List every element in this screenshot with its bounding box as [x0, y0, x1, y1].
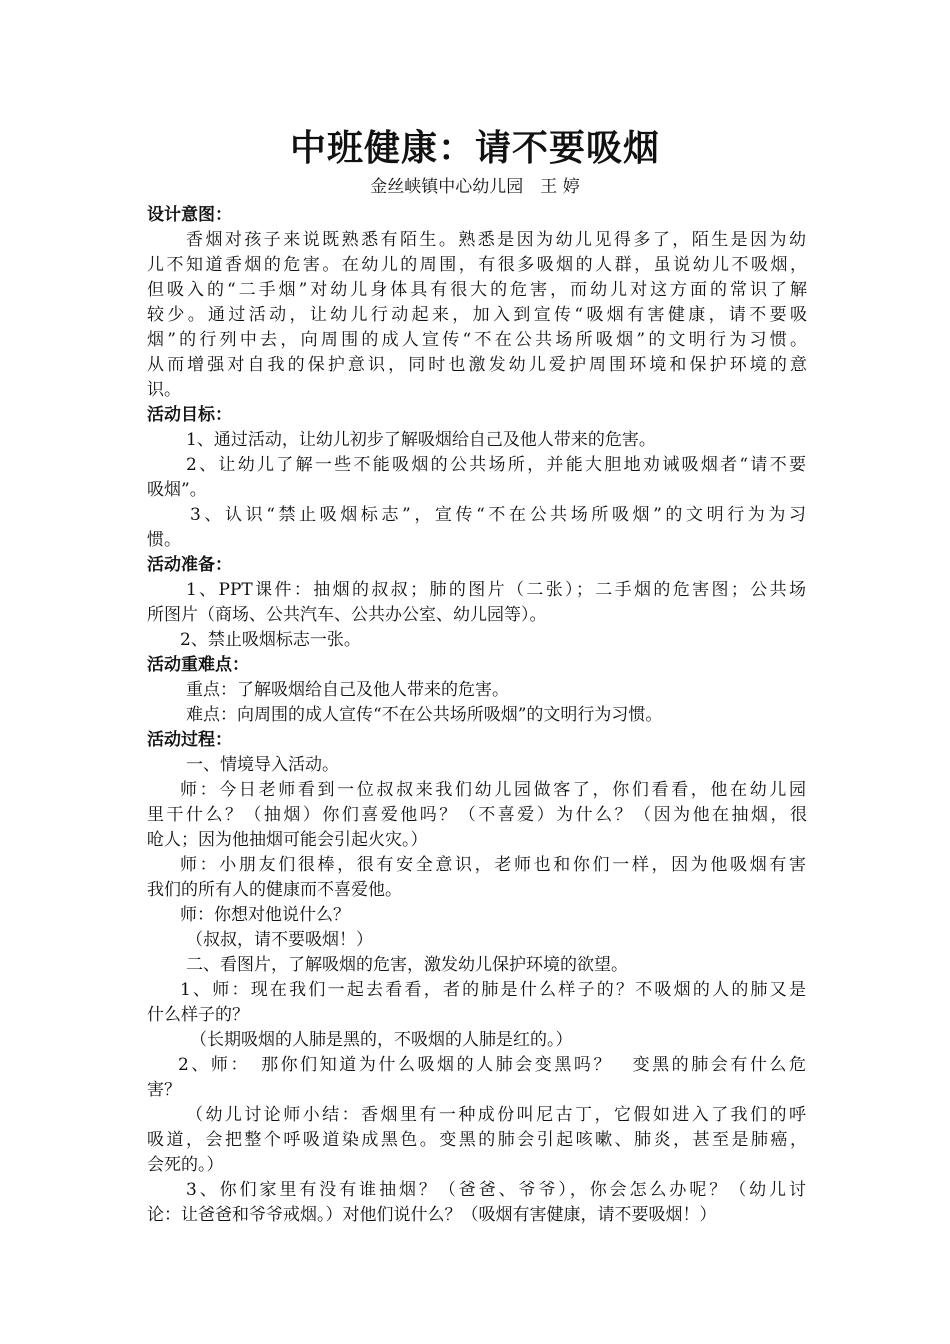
section-heading-preparation: 活动准备： [147, 555, 232, 575]
paragraph-line: 从而增强对自我的保护意识，同时也激发幼儿爱护周围环境和保护环境的意 [147, 355, 807, 375]
paragraph-line: 什么样子的？ [147, 1005, 249, 1025]
paragraph-line: 识。 [147, 380, 181, 400]
paragraph-line: 害？ [147, 1080, 181, 1100]
paragraph-line: （叔叔，请不要吸烟！） [186, 930, 373, 950]
section-heading-design-intent: 设计意图： [147, 205, 232, 225]
difficult-point: 难点：向周围的成人宣传“不在公共场所吸烟”的文明行为习惯。 [186, 705, 663, 725]
paragraph-line: 儿不知道香烟的危害。在幼儿的周围，有很多吸烟的人群，虽说幼儿不吸烟， [147, 255, 807, 275]
paragraph-line: 吸道，会把整个呼吸道染成黑色。变黑的肺会引起咳嗽、肺炎，甚至是肺癌， [147, 1130, 807, 1150]
paragraph-line: 师：小朋友们很棒，很有安全意识，老师也和你们一样，因为他吸烟有害 [180, 855, 806, 875]
paragraph-line: （长期吸烟的人肺是黑的，不吸烟的人肺是红的。） [190, 1030, 573, 1050]
paragraph-line: 但吸入的“二手烟”对幼儿身体具有很大的危害，而幼儿对这方面的常识了解 [147, 280, 807, 300]
paragraph-line: 呛人；因为他抽烟可能会引起火灾。） [147, 830, 428, 850]
paragraph-line: 烟”的行列中去，向周围的成人宣传“不在公共场所吸烟”的文明行为习惯。 [147, 330, 807, 350]
paragraph-line: 1、师：现在我们一起去看看，者的肺是什么样子的？不吸烟的人的肺又是 [180, 980, 806, 1000]
list-item: 2、让幼儿了解一些不能吸烟的公共场所，并能大胆地劝诫吸烟者“请不要 [186, 455, 806, 475]
list-item-continuation: 吸烟”。 [147, 480, 207, 500]
list-item: 1、通过活动，让幼儿初步了解吸烟给自己及他人带来的危害。 [186, 430, 656, 450]
paragraph-line: 我们的所有人的健康而不喜爱他。 [147, 880, 402, 900]
paragraph-line: 3、你们家里有没有谁抽烟？（爸爸、爷爷），你会怎么办呢？（幼儿讨 [186, 1180, 806, 1200]
paragraph-line: 论：让爸爸和爷爷戒烟。）对他们说什么？（吸烟有害健康，请不要吸烟！） [147, 1205, 717, 1225]
list-item: 2、禁止吸烟标志一张。 [180, 630, 361, 650]
paragraph-line: 香烟对孩子来说既熟悉有陌生。熟悉是因为幼儿见得多了，陌生是因为幼 [186, 230, 806, 250]
document-title: 中班健康：请不要吸烟 [289, 127, 660, 169]
list-item: 1、PPT课件：抽烟的叔叔；肺的图片（二张）；二手烟的危害图；公共场 [186, 580, 806, 600]
section-heading-key-points: 活动重难点： [147, 655, 249, 675]
paragraph-line: 师：你想对他说什么？ [180, 905, 350, 925]
paragraph-line: 师：今日老师看到一位叔叔来我们幼儿园做客了，你们看看，他在幼儿园 [180, 780, 806, 800]
step-heading: 一、情境导入活动。 [186, 755, 339, 775]
list-item: 3、认识“禁止吸烟标志”，宣传“不在公共场所吸烟”的文明行为为习 [190, 505, 806, 525]
section-heading-process: 活动过程： [147, 730, 232, 750]
section-heading-goals: 活动目标： [147, 405, 232, 425]
paragraph-line: （幼儿讨论师小结：香烟里有一种成份叫尼古丁，它假如进入了我们的呼 [186, 1105, 806, 1125]
step-heading: 二、看图片，了解吸烟的危害，激发幼儿保护环境的欲望。 [186, 955, 628, 975]
list-item-continuation: 所图片（商场、公共汽车、公共办公室、幼儿园等）。 [147, 605, 547, 625]
document-author: 金丝峡镇中心幼儿园 王 婷 [370, 177, 580, 197]
paragraph-line: 会死的。） [147, 1155, 224, 1175]
paragraph-line: 较少。通过活动，让幼儿行动起来，加入到宣传“吸烟有害健康，请不要吸 [147, 305, 807, 325]
key-point: 重点：了解吸烟给自己及他人带来的危害。 [186, 680, 509, 700]
paragraph-line: 里干什么？（抽烟）你们喜爱他吗？（不喜爱）为什么？（因为他在抽烟，很 [147, 805, 807, 825]
paragraph-line: 2、师： 那你们知道为什么吸烟的人肺会变黑吗？ 变黑的肺会有什么危 [178, 1055, 806, 1075]
list-item-continuation: 惯。 [147, 530, 181, 550]
